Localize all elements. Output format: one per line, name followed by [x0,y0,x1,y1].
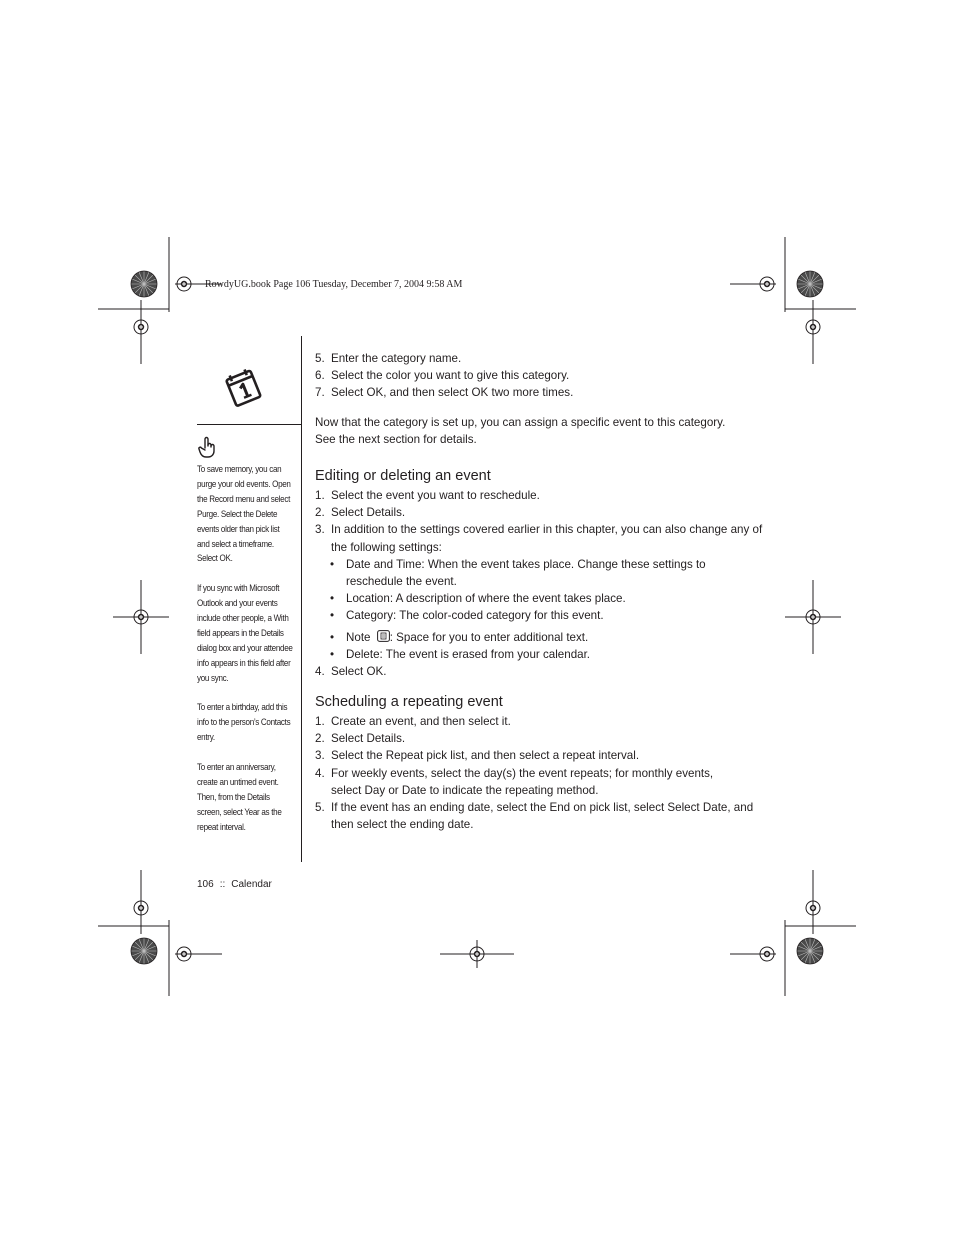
calendar-icon [221,364,267,410]
page-number: 106 [197,879,214,890]
section-heading-repeating: Scheduling a repeating event [315,694,503,710]
bullet-note: • Note : Space for you to enter additional text. [330,630,589,644]
list-item: 1. Create an event, and then select it. [315,715,511,728]
list-item: 2. Select Details. [315,506,406,520]
tip-anniversary: To enter an anniversary, create an untimed event. Then, from the Details screen, select Year as the repeat interval. [197,761,282,832]
bullet-category: • Category: The color-coded category for this event. [330,609,604,623]
intro-paragraph: Now that the category is set up, you can assign a specific event to this category. See the next section for details. [315,416,726,447]
bullet-delete: • Delete: The event is erased from your calendar. [330,647,591,661]
tip-purge: To save memory, you can purge your old events. Open the Record menu and select Purge. Select the Delete events older than pick list and select a timeframe. Select OK. [197,463,291,564]
note-icon [377,630,390,642]
tip-birthday: To enter a birthday, add this info to the person’s Contacts entry. [197,701,291,743]
column-divider [301,336,302,862]
pointing-hand-icon [198,436,216,458]
tip-outlook-sync: If you sync with Microsoft Outlook and your events include other people, a With field appears in the Details dialog box and your attendee info appears in this field after you sync. [197,582,293,683]
page-footer [197,879,272,890]
sidebar-divider [197,424,302,425]
editing-steps [315,487,765,680]
list-item: 3. In addition to the settings covered earlier in this chapter, you can also change any of the following settings: [315,523,763,554]
bullet-location: • Location: A description of where the event takes place. [330,592,626,606]
list-item: 1. Select the event you want to reschedule. [315,489,540,502]
starburst-target-icon [797,271,823,297]
sidebar-tips [197,462,293,850]
list-item: 4. For weekly events, select the day(s) the event repeats; for monthly events, select Day or Date to indicate the repeating method. [315,766,714,797]
list-item: 3. Select the Repeat pick list, and then select a repeat interval. [315,749,640,763]
footer-separator: :: [219,879,226,890]
chapter-name: Calendar [231,879,272,890]
list-item: 4. Select OK. [315,665,387,679]
book-stamp: RowdyUG.book Page 106 Tuesday, December 7, 2004 9:58 AM [205,279,463,290]
section-heading-editing: Editing or deleting an event [315,468,491,484]
starburst-target-icon [797,938,823,964]
bullet-date-time: • Date and Time: When the event takes place. Change these settings to reschedule the event. [330,557,706,589]
repeating-steps [315,713,765,833]
list-item: 2. Select Details. [315,732,406,746]
list-item: 6. Select the color you want to give this category. [315,369,570,383]
list-item: 7. Select OK, and then select OK two more times. [315,386,574,400]
starburst-target-icon [131,938,157,964]
list-item: 5. Enter the category name. [315,352,462,365]
list-item: 5. If the event has an ending date, select the End on pick list, select Select Date, and then select the ending date. [315,801,754,832]
intro-steps [315,350,765,402]
starburst-target-icon [131,271,157,297]
